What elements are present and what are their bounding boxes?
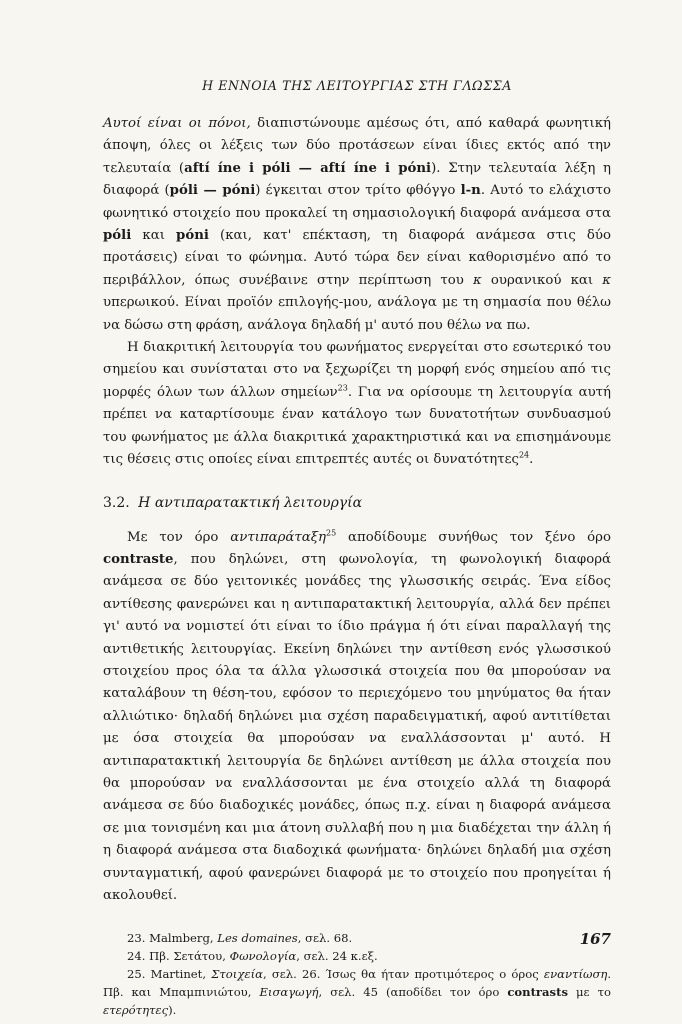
transcription-bold: póli — póni (169, 183, 256, 199)
footnote-25 (103, 965, 611, 1019)
text-run: , σελ. 26. Ίσως θα ήταν προτιμότερος ο όρος (262, 967, 544, 982)
letter-italic: κ (602, 272, 611, 288)
footnote-title: Les domaines (217, 931, 298, 946)
text-run: . Πβ. και Μπαμπινιώτου, (103, 967, 611, 1000)
transcription-bold: póli (103, 228, 132, 244)
text-run: . Αυτό το ελάχιστο φωνητικό στοιχείο που προκαλεί τη σημασιολογική διαφορά ανάμεσα στα (103, 183, 611, 221)
page-number: 167 (579, 930, 611, 948)
footnote-ref: 25 (326, 528, 337, 538)
text-run: (και, κατ' επέκταση, τη διαφορά ανάμεσα στις δύο προτάσεις) είναι το φώνημα. Αυτό τώρα δεν είναι καθορισμένο από το περιβάλλον, όπως συνέβαινε στην περίπτωση του (103, 228, 611, 288)
text-run: με το (567, 985, 611, 1000)
text-run: διαπιστώνουμε αμέσως ότι, από καθαρά φωνητική άποψη, όλες οι λέξεις των δύο προτάσεων είναι ίδιες εκτός από την τελευταία ( (103, 116, 611, 176)
footnote-number: 23. (127, 931, 146, 946)
text-run: ουρανικού και (481, 272, 603, 288)
paragraph-2 (103, 337, 611, 471)
section-number: 3.2. (103, 494, 130, 511)
paragraph-1-lead: Αυτοί είναι οι πόνοι, (103, 116, 251, 131)
text-run: . (529, 452, 534, 468)
text-run: . Για να ορίσουμε τη λειτουργία αυτή πρέπει να καταρτίσουμε έναν κατάλογο των δυνατοτήτων συνδυασμού του φωνήματος με άλλα διακριτικά χαρακτηριστικά και να επισημάνουμε τις θέσεις στις οποίες είναι επιτρεπτές αυτές οι δυνατότητες (103, 384, 611, 468)
term-bold: contrasts (507, 985, 568, 1000)
text-run: ). Στην τελευταία λέξη η διαφορά ( (103, 160, 611, 199)
text-run: υπερωικού. Είναι προϊόν επιλογής-μου, ανάλογα με τη σημασία που θέλω να δώσω στη φράση, ανάλογα δηλαδή μ' αυτό που θέλω να πω. (103, 295, 611, 333)
term-italic: αντιπαράταξη (230, 529, 327, 545)
footnote-ref: 24 (518, 450, 530, 460)
footnote-ref: 23 (337, 383, 348, 393)
footnote-number: 25. (127, 967, 146, 982)
paragraph-1 (103, 113, 611, 337)
text-run: Με τον όρο (127, 529, 231, 545)
footnote-author: Malmberg, (149, 931, 218, 946)
footnote-title: Φωνολογία (229, 949, 297, 964)
footnote-author: Πβ. Σετάτου, (149, 949, 230, 964)
page-content (103, 78, 611, 1019)
footnote-title: Στοιχεία (211, 967, 263, 982)
text-run: , που δηλώνει, στη φωνολογία, τη φωνολογική διαφορά ανάμεσα σε δύο γειτονικές μονάδες της γλωσσικής σειράς. Ένα είδος αντίθεσης φανερώνει και η αντιπαρατακτική λειτουργία, αλλά δεν πρέπει γι' αυτό να νομιστεί ότι είναι το ίδιο πράγμα ή ότι είναι παραλλαγή της αντιθετικής λειτουργίας. Εκείνη δηλώνει την αντίθεση ενός γλωσσικού στοιχείου προς όλα τα άλλα γλωσσικά στοιχεία που θα μπορούσαν να καταλάβουν τη θέση-του, εφόσον το περιεχόμενο του μηνύματος θα ήταν αλλιώτικο· δηλαδή δηλώνει μια σχέση παραδειγματική, αφού αντιτίθεται με όσα στοιχεία θα μπορούσαν να εναλλάσσονται μ' αυτό. Η αντιπαρατακτική λειτουργία δε δηλώνει αντίθεση με άλλα στοιχεία που θα μπορούσαν να εναλλάσσονται με ένα στοιχείο αλλά τη διαφορά ανάμεσα σε δύο διαδοχικές μονάδες, όπως π.χ. είναι η διαφορά ανάμεσα σε μια τονισμένη και μια άτονη συλλαβή που η μια διαδέχεται την άλλη ή η διαφορά ανάμεσα στα διαδοχικά φωνήματα· δηλώνει δηλαδή μια σχέση συνταγματική, αφού φανερώνει διαφορά με το στοιχείο που προηγείται ή ακολουθεί. (103, 551, 611, 903)
transcription-bold: póni (176, 228, 209, 244)
text-run: και (131, 228, 177, 244)
letter-italic: κ (472, 272, 482, 288)
section-title: Η αντιπαρατακτική λειτουργία (138, 494, 363, 511)
text-run: ) έγκειται στον τρίτο φθόγγο (255, 183, 461, 199)
footnote-24 (103, 947, 611, 965)
term-italic: ετερότητες (103, 1003, 169, 1018)
transcription-bold: l-n (460, 183, 481, 199)
text-run: , σελ. 68. (297, 931, 353, 946)
running-head: Η ΕΝΝΟΙΑ ΤΗΣ ΛΕΙΤΟΥΡΓΙΑΣ ΣΤΗ ΓΛΩΣΣΑ (202, 78, 512, 93)
footnote-author: Martinet, (150, 967, 212, 982)
term-italic: εναντίωση (543, 967, 608, 982)
term-bold: contraste (103, 551, 174, 567)
footnote-title: Εισαγωγή (259, 985, 319, 1000)
text-run: , σελ. 24 κ.εξ. (296, 949, 378, 964)
footnote-number: 24. (127, 949, 146, 964)
paragraph-3 (103, 527, 611, 908)
text-run: Η διακριτική λειτουργία του φωνήματος ενεργείται στο εσωτερικό του σημείου και συνίσταται στο να ξεχωρίζει τη μορφή ενός σημείου από τις μορφές όλων των άλλων σημείων (103, 340, 611, 400)
transcription-bold: aftí íne i póli — aftí íne i póni (184, 160, 432, 176)
text-run: ). (168, 1003, 177, 1018)
section-heading (103, 495, 611, 511)
text-run: αποδίδουμε συνήθως τον ξένο όρο (336, 529, 611, 545)
text-run: , σελ. 45 (αποδίδει τον όρο (318, 985, 508, 1000)
